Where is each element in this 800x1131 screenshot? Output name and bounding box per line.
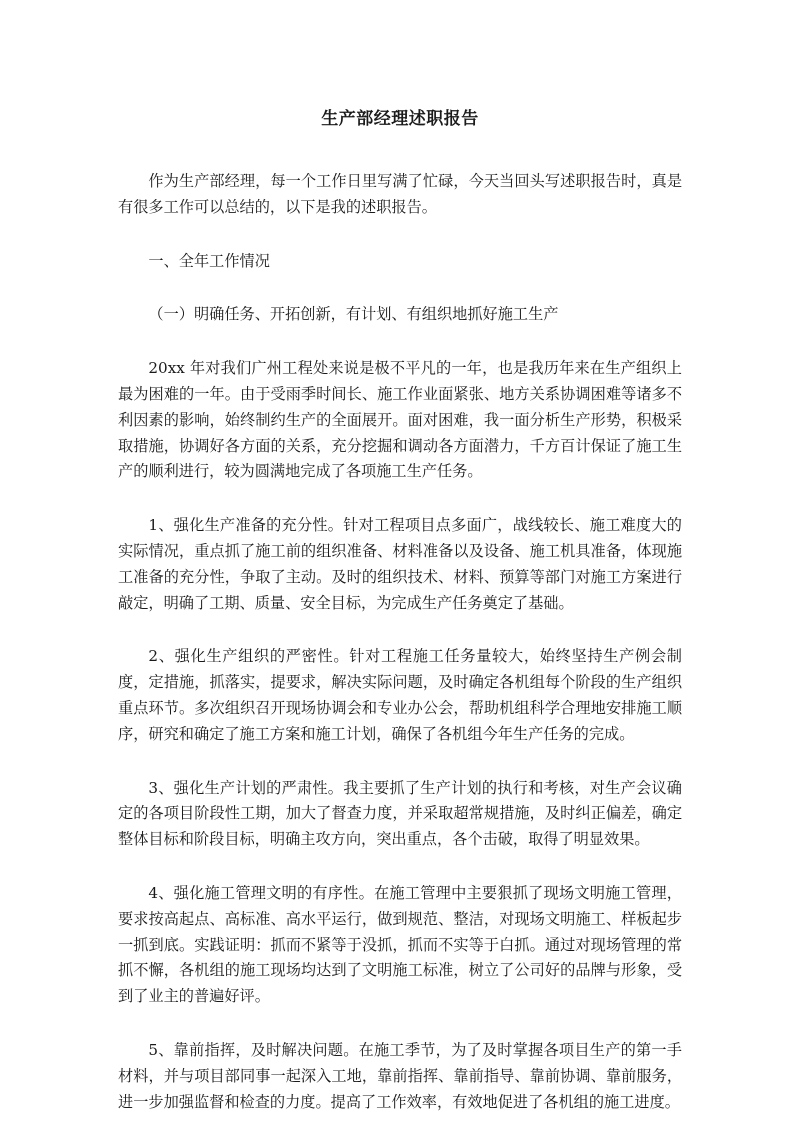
intro-paragraph: 作为生产部经理，每一个工作日里写满了忙碌，今天当回头写述职报告时，真是有很多工作可以总结的，以下是我的述职报告。: [118, 172, 682, 216]
section-heading: 一、全年工作情况: [148, 251, 270, 270]
subsection-heading: （一）明确任务、开拓创新，有计划、有组织地抓好施工生产: [148, 305, 559, 324]
item-paragraph-1: 1、强化生产准备的充分性。针对工程项目点多面广，战线较长、施工难度大的实际情况，重点抓了施工前的组织准备、材料准备以及设备、施工机具准备，体现施工准备的充分性，争取了主动。及时的组织技术、材料、预算等部门对施工方案进行敲定，明确了工期、质量、安全目标，为完成生产任务奠定了基础。: [118, 516, 682, 612]
item-paragraph-5: 5、靠前指挥，及时解决问题。在施工季节，为了及时掌握各项目生产的第一手材料，并与项目部同事一起深入工地，靠前指挥、靠前指导、靠前协调、靠前服务，进一步加强监督和检查的力度。提高了工作效率，有效地促进了各机组的施工进度。: [118, 1040, 682, 1111]
overview-paragraph: 20xx 年对我们广州工程处来说是极不平凡的一年，也是我历年来在生产组织上最为困难的一年。由于受雨季时间长、施工作业面紧张、地方关系协调困难等诸多不利因素的影响，始终制约生产的全面展开。面对困难，我一面分析生产形势，积极采取措施，协调好各方面的关系，充分挖掘和调动各方面潜力，千方百计保证了施工生产的顺利进行，较为圆满地完成了各项施工生产任务。: [118, 359, 682, 481]
item-paragraph-4: 4、强化施工管理文明的有序性。在施工管理中主要狠抓了现场文明施工管理，要求按高起点、高标准、高水平运行，做到规范、整洁，对现场文明施工、样板起步一抓到底。实践证明：抓而不紧等于没抓，抓而不实等于白抓。通过对现场管理的常抓不懈，各机组的施工现场均达到了文明施工标准，树立了公司好的品牌与形象，受到了业主的普遍好评。: [118, 883, 682, 1006]
page-title: 生产部经理述职报告: [321, 109, 479, 129]
item-paragraph-2: 2、强化生产组织的严密性。针对工程施工任务量较大，始终坚持生产例会制度，定措施，抓落实，提要求，解决实际问题，及时确定各机组每个阶段的生产组织重点环节。多次组织召开现场协调会和专业办公会，帮助机组科学合理地安排施工顺序，研究和确定了施工方案和施工计划，确保了各机组今年生产任务的完成。: [118, 647, 682, 743]
item-paragraph-3: 3、强化生产计划的严肃性。我主要抓了生产计划的执行和考核，对生产会议确定的各项目阶段性工期，加大了督查力度，并采取超常规措施，及时纠正偏差，确定整体目标和阶段目标，明确主攻方向，突出重点，各个击破，取得了明显效果。: [118, 778, 682, 849]
